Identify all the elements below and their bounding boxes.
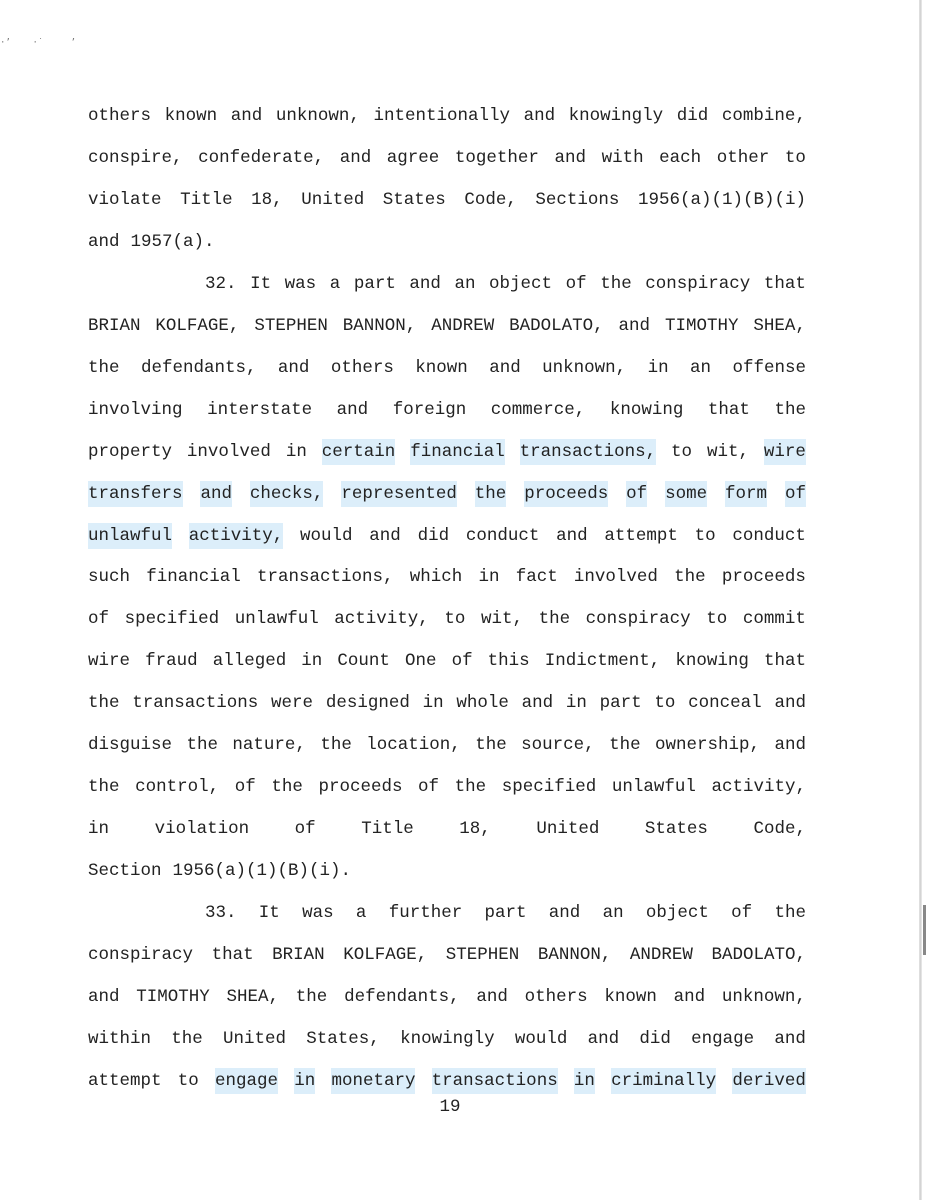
word: the [295,986,328,1007]
word: in [647,357,669,378]
text-line [88,313,806,339]
word: nature, [232,735,306,756]
highlighted-word: transfers [88,481,183,507]
highlighted-word: form [725,481,767,507]
word: alleged [212,651,287,672]
highlighted-word: transactions, [520,439,657,465]
word: Section [88,861,162,882]
word: proceeds [318,777,403,798]
scan-edge-mark [923,905,926,955]
word: within [88,1028,152,1049]
word: TIMOTHY [136,986,210,1007]
text-line [88,103,806,129]
word: SHEA, [226,986,280,1007]
text-line [88,1068,806,1094]
word: unlawful [611,777,696,798]
word: and [774,693,806,714]
word: of [731,903,753,924]
highlighted-word: activity, [189,523,284,549]
word: transactions [132,693,259,714]
word: confederate, [198,147,325,168]
text-line [88,732,806,758]
word: Sections [535,189,620,210]
word: the [609,735,641,756]
text-line [88,690,806,716]
word: which [409,567,463,588]
text-line [88,564,806,590]
word: were [271,693,314,714]
word: whole [456,693,509,714]
highlighted-word: and [200,481,232,507]
word: interstate [207,399,313,420]
word: to [671,441,693,462]
word: and [673,986,706,1007]
text-line [88,606,806,632]
word: a [329,273,341,294]
text-line [88,229,806,255]
word: known [164,106,218,126]
highlighted-word: of [626,481,647,507]
word: Count [337,651,390,672]
text-line [88,145,806,171]
word: to [784,147,806,168]
scan-specks: ·’ ·˙ ’ [0,38,76,48]
word: of [451,651,473,672]
word: and [339,147,372,168]
word: that [763,651,806,672]
text-line [88,1026,806,1052]
word: BRIAN [272,945,325,965]
text-line [88,523,806,549]
word: of [294,819,316,840]
word: the [88,777,120,798]
highlighted-word: the [475,481,507,507]
word: ANDREW [629,945,693,965]
text-line [88,481,806,507]
word: intentionally [373,106,510,126]
highlighted-word: wire [764,439,806,465]
word: activity, [711,777,806,798]
word: to [444,609,466,630]
word: object [645,903,709,924]
word: did [639,1028,671,1049]
word: designed [325,693,410,714]
word: United [223,1028,287,1049]
word: an [602,903,624,924]
word: the [88,693,120,714]
word: attempt [604,525,678,546]
word: and [409,273,441,294]
word: ownership, [655,735,761,756]
word: part [599,693,642,714]
word: specified [501,777,597,798]
word: agree [386,147,440,168]
highlighted-word: in [294,1068,315,1094]
word: knowing [609,399,684,420]
word: the [171,1028,203,1049]
highlighted-word: unlawful [88,523,172,549]
word: together [454,147,539,168]
word: KOLFAGE, [155,315,240,336]
word: knowingly [568,106,664,126]
word: conspiracy [88,945,194,965]
word: activity, [334,609,429,630]
word: Code, [753,819,806,840]
word: and [476,986,508,1007]
highlighted-word: transactions [432,1068,558,1094]
word: others [524,986,588,1007]
word: in [422,693,444,714]
word: further [388,903,463,924]
word: to [694,525,716,546]
word: that [763,273,806,294]
word: 1957(a). [130,231,215,252]
highlighted-word: in [574,1068,595,1094]
word: of [565,273,587,294]
word: financial [146,567,241,588]
text-line [88,355,806,381]
word: Code, [464,189,517,210]
word: of [234,777,256,798]
word: the [475,735,507,756]
word: It [258,903,280,924]
word: STEPHEN [254,315,328,336]
word: did [417,525,450,546]
word: the [600,273,632,294]
word: 18, [459,819,491,840]
word: other [716,147,770,168]
word: knowingly [400,1028,495,1049]
word: knowing [675,651,749,672]
word: part [353,273,396,294]
word: property [88,441,173,462]
word: ANDREW [431,315,495,336]
highlighted-word: criminally [611,1068,716,1094]
word: STEPHEN [445,945,520,965]
word: and [88,231,120,252]
word: location, [366,735,461,756]
word: and [587,1028,620,1049]
text-line [88,187,806,213]
word: and [548,903,581,924]
page-number: 19 [439,1097,461,1117]
word: involving [88,399,183,420]
word: of [88,609,110,630]
word: known [415,357,468,378]
text-line [205,900,806,926]
word: involved [573,567,658,588]
word: offense [732,357,806,378]
word: conduct [465,525,540,546]
word: Indictment, [544,651,661,672]
word: specified [124,609,220,630]
highlighted-word: derived [732,1068,806,1094]
word: with [601,147,644,168]
highlighted-word: of [785,481,806,507]
word: conspire, [88,147,183,168]
word: in [285,441,307,462]
word: part [484,903,527,924]
word: in [565,693,587,714]
word: wit, [706,441,749,462]
word: and [88,986,120,1007]
word: and [277,357,310,378]
word: conceal [688,693,762,714]
text-line [88,648,806,674]
highlighted-word: some [665,481,707,507]
word: wit, [480,609,523,630]
word: violate [88,189,162,210]
word: known [604,986,657,1007]
word: the [774,903,806,924]
text-line [205,271,806,297]
word: combine, [721,106,806,126]
word: TIMOTHY [664,315,739,336]
word: the [186,735,218,756]
word: the [88,357,120,378]
word: to [654,693,676,714]
text-line [88,774,806,800]
text-line [88,397,806,423]
word: the [271,777,303,798]
word: States [382,189,446,210]
word: defendants, [140,357,257,378]
highlighted-word: financial [410,439,505,465]
word: 32. [205,273,237,294]
word: a [355,903,367,924]
word: such [88,567,131,588]
word: foreign [392,399,467,420]
highlighted-word: certain [322,439,396,465]
word: It [250,273,272,294]
word: BANNON, [342,315,417,336]
word: others [330,357,394,378]
word: source, [521,735,595,756]
word: would [514,1028,568,1049]
word: each [659,147,702,168]
word: 33. [205,903,237,924]
word: BADOLATO, [509,315,604,336]
word: attempt [88,1070,162,1091]
word: 1956(a)(1)(B)(i). [172,861,352,882]
word: Title [361,819,414,840]
highlighted-word: represented [341,481,457,507]
word: to [706,609,728,630]
word: 1956(a)(1)(B)(i) [637,189,806,210]
word: an [454,273,476,294]
word: to [177,1070,199,1091]
word: States, [306,1028,380,1049]
text-line [88,858,806,884]
word: wire [88,651,131,672]
scan-edge [919,0,922,1200]
word: the [538,609,571,630]
word: and [556,525,588,546]
word: and [489,357,521,378]
word: would [300,525,353,546]
word: conspiracy [585,609,691,630]
word: object [489,273,553,294]
word: the [320,735,352,756]
word: conspiracy [645,273,751,294]
word: and [774,1028,806,1049]
text-line [88,942,806,968]
highlighted-word: checks, [250,481,324,507]
highlighted-word: monetary [331,1068,415,1094]
word: others [88,106,152,126]
word: BADOLATO, [711,945,806,965]
word: unknown, [721,986,806,1007]
word: that [707,399,750,420]
word: conduct [732,525,806,546]
word: fact [515,567,558,588]
word: United [301,189,365,210]
word: commit [742,609,806,630]
word: commerce, [490,399,586,420]
word: was [284,273,317,294]
word: fraud [145,651,198,672]
text-line [88,984,806,1010]
word: in [301,651,323,672]
word: and [521,693,554,714]
word: was [302,903,334,924]
word: One [404,651,437,672]
word: in [88,819,110,840]
word: in [478,567,500,588]
word: defendants, [344,986,460,1007]
word: involved [186,441,271,462]
word: and [554,147,586,168]
text-line [88,439,806,465]
word: 18, [251,189,283,210]
word: control, [135,777,220,798]
word: the [454,777,487,798]
word: the [774,399,806,420]
word: unlawful [234,609,319,630]
word: BANNON, [537,945,612,965]
word: this [487,651,530,672]
highlighted-word: engage [215,1068,278,1094]
word: and [774,735,806,756]
word: United [536,819,600,840]
word: and [369,525,401,546]
word: States [644,819,708,840]
word: SHEA, [753,315,806,336]
word: and [523,106,556,126]
word: unknown, [275,106,360,126]
word: of [418,777,440,798]
highlighted-word: proceeds [524,481,608,507]
word: KOLFAGE, [343,945,428,965]
word: unknown, [542,357,627,378]
word: and [618,315,651,336]
word: the [674,567,706,588]
word: and [230,106,263,126]
text-line [88,816,806,842]
word: did [676,106,709,126]
word: engage [691,1028,755,1049]
word: transactions, [256,567,394,588]
word: and [336,399,369,420]
word: BRIAN [88,315,141,336]
word: an [690,357,712,378]
word: violation [154,819,250,840]
word: proceeds [721,567,806,588]
word: disguise [88,735,173,756]
word: Title [180,189,233,210]
word: that [211,945,254,965]
